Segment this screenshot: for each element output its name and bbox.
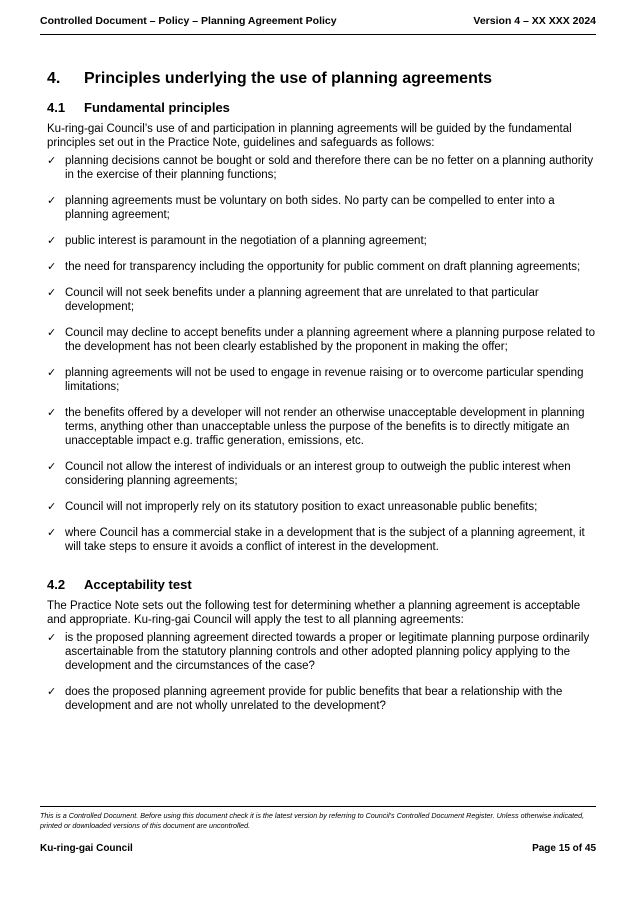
section-4-2-title: Acceptability test	[84, 577, 192, 592]
page-number: Page 15 of 45	[532, 843, 596, 854]
list-item: ✓ is the proposed planning agreement directed towards a proper or legitimate planning purpose ordinarily ascertainable from the statutory planning controls and other adopted planning policy applying to the development and the circumstances of the case?	[47, 632, 590, 672]
section-4-2-number: 4.2	[47, 577, 66, 592]
checkmark-icon: ✓	[47, 632, 57, 644]
checkmark-icon: ✓	[47, 155, 57, 167]
footer-disclaimer: This is a Controlled Document. Before using this document check it is the latest version by referring to Council’s Controlled Document Register. Unless otherwise indicated, printed or downloaded versions of this document are uncontrolled.	[40, 811, 585, 830]
list-item: ✓ does the proposed planning agreement provide for public benefits that bear a relationship with the development and are not wholly unrelated to the development?	[47, 686, 563, 712]
list-item: ✓ Council will not improperly rely on its statutory position to exact unreasonable public benefits;	[47, 501, 538, 513]
list-item: ✓ planning agreements must be voluntary on both sides. No party can be compelled to enter into a planning agreement;	[47, 195, 555, 221]
checkmark-icon: ✓	[47, 327, 57, 339]
list-item: ✓ planning agreements will not be used to engage in revenue raising or to overcome particular spending limitations;	[47, 367, 584, 393]
fundamental-principles-list	[47, 154, 595, 554]
section-4-1-intro: Ku-ring-gai Council’s use of and participation in planning agreements will be guided by the fundamental principles set out in the Practice Note, guidelines and safeguards as follows:	[47, 123, 572, 149]
checkmark-icon: ✓	[47, 501, 57, 513]
header-document-title: Controlled Document – Policy – Planning Agreement Policy	[40, 15, 337, 27]
list-item: ✓ Council not allow the interest of individuals or an interest group to outweigh the public interest when considering planning agreements;	[47, 461, 571, 487]
list-item: ✓ the benefits offered by a developer will not render an otherwise unacceptable development in planning terms, anything other than unacceptable unless the purpose of the benefits is to directly mitigate an unacceptable impact e.g. traffic generation, emissions, etc.	[47, 407, 585, 447]
checkmark-icon: ✓	[47, 461, 57, 473]
page-header	[40, 15, 596, 35]
section-4-1-number: 4.1	[47, 100, 66, 115]
list-item: ✓ public interest is paramount in the negotiation of a planning agreement;	[47, 235, 427, 247]
list-item: ✓ Council may decline to accept benefits under a planning agreement where a planning purpose related to the development has not been clearly established by the proponent in making the offer;	[47, 327, 595, 353]
checkmark-icon: ✓	[47, 686, 57, 698]
checkmark-icon: ✓	[47, 367, 57, 379]
section-4-1-title: Fundamental principles	[84, 100, 230, 115]
header-version: Version 4 – XX XXX 2024	[473, 15, 596, 27]
section-4-1-heading	[47, 99, 595, 116]
section-4-2-intro: The Practice Note sets out the following test for determining whether a planning agreement is acceptable and appropriate. Ku-ring-gai Council will apply the test to all planning agreements:	[47, 600, 581, 626]
list-item: ✓ where Council has a commercial stake in a development that is the subject of a planning agreement, it will take steps to ensure it avoids a conflict of interest in the development.	[47, 527, 585, 553]
main-content	[47, 69, 595, 725]
section-4-heading	[47, 69, 595, 89]
section-4-2-heading	[47, 576, 595, 593]
acceptability-test-list	[47, 631, 595, 713]
footer-organisation: Ku-ring-gai Council	[40, 843, 133, 854]
list-item: ✓ planning decisions cannot be bought or sold and therefore there can be no fetter on a planning authority in the exercise of their planning functions;	[47, 155, 594, 181]
checkmark-icon: ✓	[47, 261, 57, 273]
checkmark-icon: ✓	[47, 235, 57, 247]
checkmark-icon: ✓	[47, 287, 57, 299]
list-item: ✓ Council will not seek benefits under a planning agreement that are unrelated to that particular development;	[47, 287, 539, 313]
list-item: ✓ the need for transparency including the opportunity for public comment on draft planning agreements;	[47, 261, 581, 273]
page-footer	[40, 806, 596, 854]
checkmark-icon: ✓	[47, 527, 57, 539]
checkmark-icon: ✓	[47, 195, 57, 207]
section-4-number: 4.	[47, 70, 61, 87]
checkmark-icon: ✓	[47, 407, 57, 419]
section-4-title: Principles underlying the use of planning agreements	[84, 70, 493, 87]
